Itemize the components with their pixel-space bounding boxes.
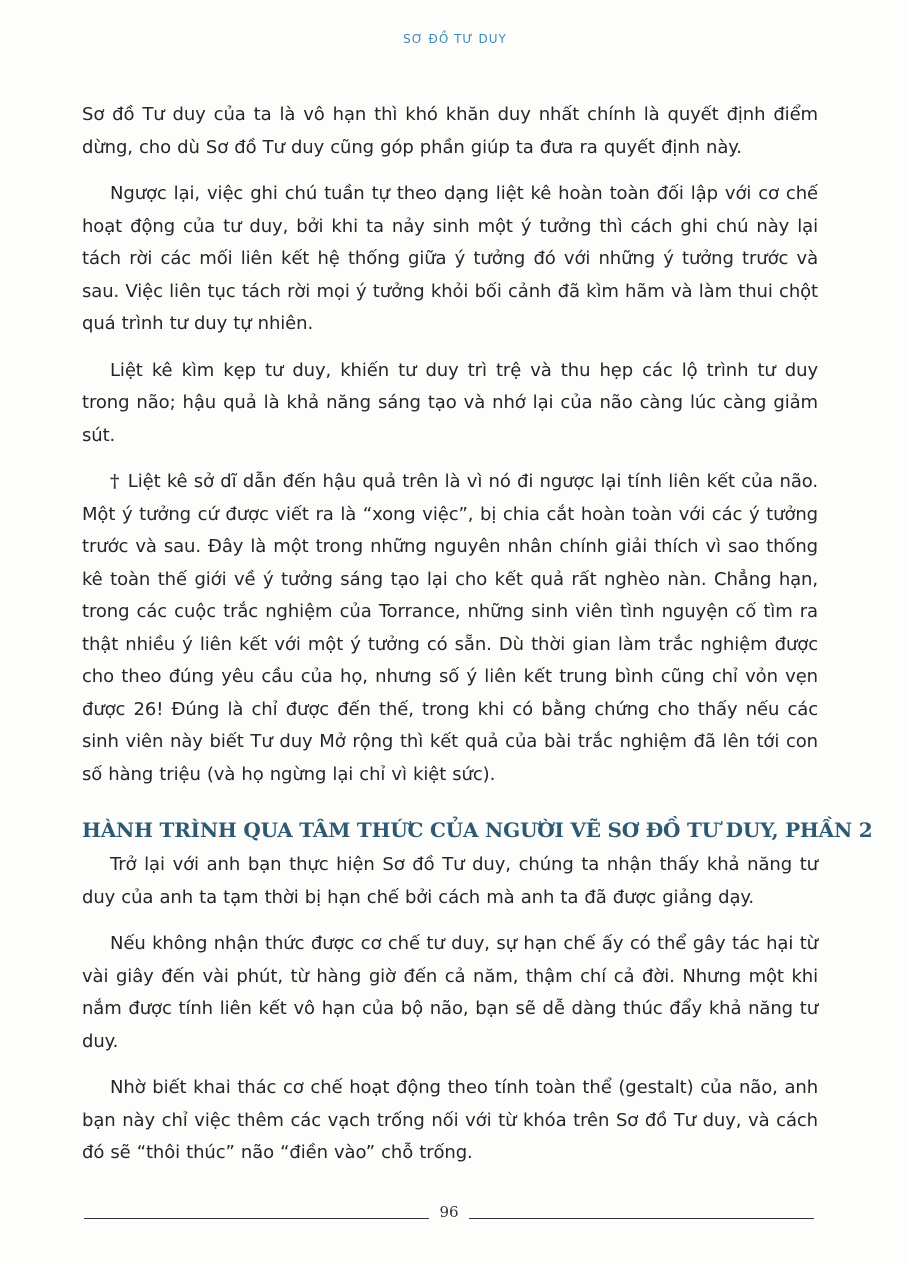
paragraph-2: Ngược lại, việc ghi chú tuần tự theo dạng liệt kê hoàn toàn đối lập với cơ chế hoạt động của tư duy, bởi khi ta nảy sinh một ý tưởng thì cách ghi chú này lại tách rời các mối liên kết hệ thống giữa ý tưởng đó với những ý tưởng trước và sau. Việc liên tục tách rời mọi ý tưởng khỏi bối cảnh đã kìm hãm và làm thui chột quá trình tư duy tự nhiên.: [82, 183, 818, 334]
running-header: SƠ ĐỒ TƯ DUY: [403, 32, 507, 46]
paragraph-1: Sơ đồ Tư duy của ta là vô hạn thì khó khăn duy nhất chính là quyết định điểm dừng, cho dù Sơ đồ Tư duy cũng góp phần giúp ta đưa ra quyết định này.: [82, 104, 818, 158]
paragraph-7: Nhờ biết khai thác cơ chế hoạt động theo tính toàn thể (gestalt) của não, anh bạn này chỉ việc thêm các vạch trống nối với từ khóa trên Sơ đồ Tư duy, và cách đó sẽ “thôi thúc” não “điền vào” chỗ trống.: [82, 1077, 818, 1163]
footer-rule-right: [469, 1218, 814, 1219]
paragraph-5: Trở lại với anh bạn thực hiện Sơ đồ Tư duy, chúng ta nhận thấy khả năng tư duy của anh ta tạm thời bị hạn chế bởi cách mà anh ta đã được giảng dạy.: [82, 854, 818, 908]
page-number: 96: [439, 1203, 459, 1221]
body-text: [82, 99, 873, 1184]
paragraph-4-text: Liệt kê sở dĩ dẫn đến hậu quả trên là vì nó đi ngược lại tính liên kết của não. Một ý tưởng cứ được viết ra là “xong việc”, bị chia cắt hoàn toàn với các ý tưởng trước và sau. Đây là một trong những nguyên nhân chính giải thích vì sao thống kê toàn thế giới về ý tưởng sáng tạo lại cho kết quả rất nghèo nàn. Chẳng hạn, trong các cuộc trắc nghiệm của Torrance, những sinh viên tình nguyện cố tìm ra thật nhiều ý liên kết với một ý tưởng có sẵn. Dù thời gian làm trắc nghiệm được cho theo đúng yêu cầu của họ, nhưng số ý liên kết trung bình cũng chỉ vỏn vẹn được 26! Đúng là chỉ được đến thế, trong khi có bằng chứng cho thấy nếu các sinh viên này biết Tư duy Mở rộng thì kết quả của bài trắc nghiệm đã lên tới con số hàng triệu (và họ ngừng lại chỉ vì kiệt sức).: [82, 471, 818, 785]
page-footer: [84, 1203, 814, 1230]
dagger-marker: †: [110, 471, 120, 492]
section-heading: HÀNH TRÌNH QUA TÂM THỨC CỦA NGƯỜI VẼ SƠ ĐỒ TƯ DUY, PHẦN 2: [82, 818, 873, 842]
paragraph-4: [82, 466, 818, 791]
footer-rule-left: [84, 1218, 429, 1219]
paragraph-6: Nếu không nhận thức được cơ chế tư duy, sự hạn chế ấy có thể gây tác hại từ vài giây đến vài phút, từ hàng giờ đến cả năm, thậm chí cả đời. Nhưng một khi nắm được tính liên kết vô hạn của bộ não, bạn sẽ dễ dàng thúc đẩy khả năng tư duy.: [82, 933, 818, 1052]
paragraph-3: Liệt kê kìm kẹp tư duy, khiến tư duy trì trệ và thu hẹp các lộ trình tư duy trong não; hậu quả là khả năng sáng tạo và nhớ lại của não càng lúc càng giảm sút.: [82, 359, 818, 446]
